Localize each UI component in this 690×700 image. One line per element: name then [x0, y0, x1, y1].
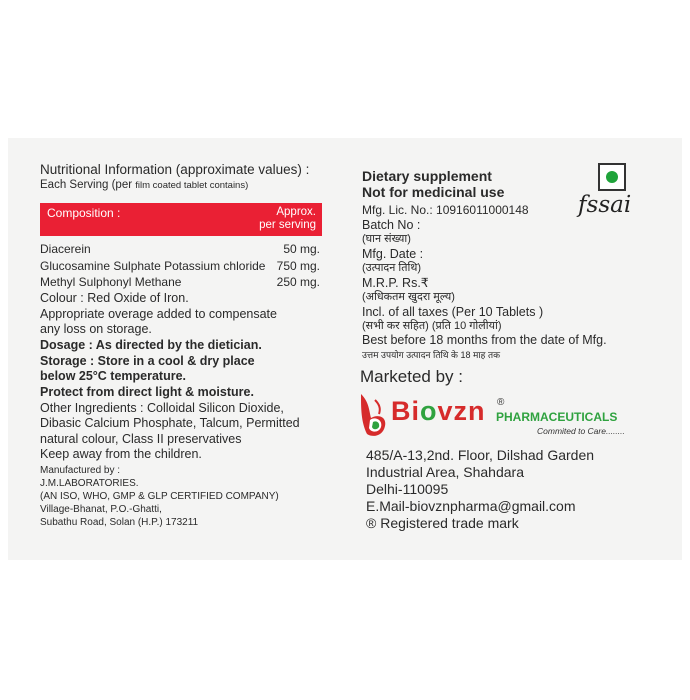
brand-tagline: Commited to Care........ [537, 426, 625, 436]
fssai-logo: fssai [578, 192, 632, 218]
address-line: Delhi-110095 [366, 481, 449, 497]
biovzn-logo-icon [357, 392, 389, 438]
manufacturer-line: Manufactured by : [40, 465, 121, 476]
approx-per-serving [259, 206, 316, 232]
ingredient-value: 250 mg. [276, 275, 320, 289]
storage-line-2: below 25°C temperature. [40, 369, 187, 383]
address-line: Industrial Area, Shahdara [366, 464, 524, 480]
overage-line-2: any loss on storage. [40, 322, 152, 336]
email-line: E.Mail-biovznpharma@gmail.com [366, 498, 576, 514]
overage-line-1: Appropriate overage added to compensate [40, 307, 277, 321]
manufacturer-line: Subathu Road, Solan (H.P.) 173211 [40, 517, 199, 528]
keep-away-line: Keep away from the children. [40, 447, 202, 461]
mrp-label-hindi: (अधिकतम खुदरा मूल्य) [362, 291, 455, 303]
ingredient-name: Glucosamine Sulphate Potassium chloride [40, 259, 266, 273]
incl-taxes-hindi: (सभी कर सहित) (प्रति 10 गोलीयां) [362, 320, 502, 332]
best-before: Best before 18 months from the date of Mfg. [362, 333, 607, 347]
manufacturer-line: (AN ISO, WHO, GMP & GLP CERTIFIED COMPANY) [40, 491, 279, 502]
serving-line [40, 179, 248, 191]
license-number: Mfg. Lic. No.: 10916011000148 [362, 203, 529, 217]
veg-mark-icon [598, 163, 626, 191]
mrp-label: M.R.P. Rs.₹ [362, 276, 429, 290]
composition-label: Composition : [47, 206, 121, 220]
brand-part-a: Bi [391, 396, 420, 426]
dietary-line-2: Not for medicinal use [362, 184, 505, 200]
registered-trademark-line: ® Registered trade mark [366, 515, 519, 531]
veg-dot-icon [606, 171, 618, 183]
composition-header-bar [40, 203, 322, 236]
brand-part-o: o [420, 396, 438, 426]
ingredient-name: Methyl Sulphonyl Methane [40, 275, 182, 289]
serving-tail: film coated tablet contains) [135, 180, 249, 191]
ingredient-value: 50 mg. [283, 242, 320, 256]
ingredient-name: Diacerein [40, 242, 91, 256]
protect-line: Protect from direct light & moisture. [40, 385, 254, 399]
registered-mark: ® [497, 397, 505, 408]
marketed-by-heading: Marketed by : [360, 367, 463, 386]
colour-line: Colour : Red Oxide of Iron. [40, 291, 189, 305]
ingredient-value: 750 mg. [276, 259, 320, 273]
approx-line-1: Approx. [276, 206, 316, 218]
incl-taxes: Incl. of all taxes (Per 10 Tablets ) [362, 305, 544, 319]
address-line: 485/A-13,2nd. Floor, Dilshad Garden [366, 447, 595, 463]
mfg-date-label-hindi: (उत्पादन तिथि) [362, 262, 422, 274]
other-ingredients-line-3: natural colour, Class II preservatives [40, 432, 242, 446]
brand-part-b: vzn [437, 396, 486, 426]
storage-line-1: Storage : Store in a cool & dry place [40, 354, 255, 368]
serving-main: Each Serving (per [40, 179, 133, 191]
best-before-hindi: उत्तम उपयोग उत्पादन तिथि के 18 माह तक [362, 350, 501, 360]
dietary-line-1: Dietary supplement [362, 168, 492, 184]
manufacturer-line: J.M.LABORATORIES. [40, 478, 139, 489]
nutrition-title: Nutritional Information (approximate values) : [40, 162, 310, 177]
dietary-statement [362, 168, 504, 200]
batch-label: Batch No : [362, 218, 421, 232]
manufacturer-line: Village-Bhanat, P.O.-Ghatti, [40, 504, 162, 515]
brand-pharmaceuticals: PHARMACEUTICALS [496, 410, 618, 424]
approx-line-2: per serving [259, 219, 316, 231]
dosage-line: Dosage : As directed by the dietician. [40, 338, 262, 352]
mfg-date-label: Mfg. Date : [362, 247, 424, 261]
other-ingredients-line-1: Other Ingredients : Colloidal Silicon Dioxide, [40, 401, 284, 415]
other-ingredients-line-2: Dibasic Calcium Phosphate, Talcum, Permitted [40, 416, 300, 430]
brand-name [391, 396, 486, 427]
batch-label-hindi: (घान संख्या) [362, 233, 411, 245]
